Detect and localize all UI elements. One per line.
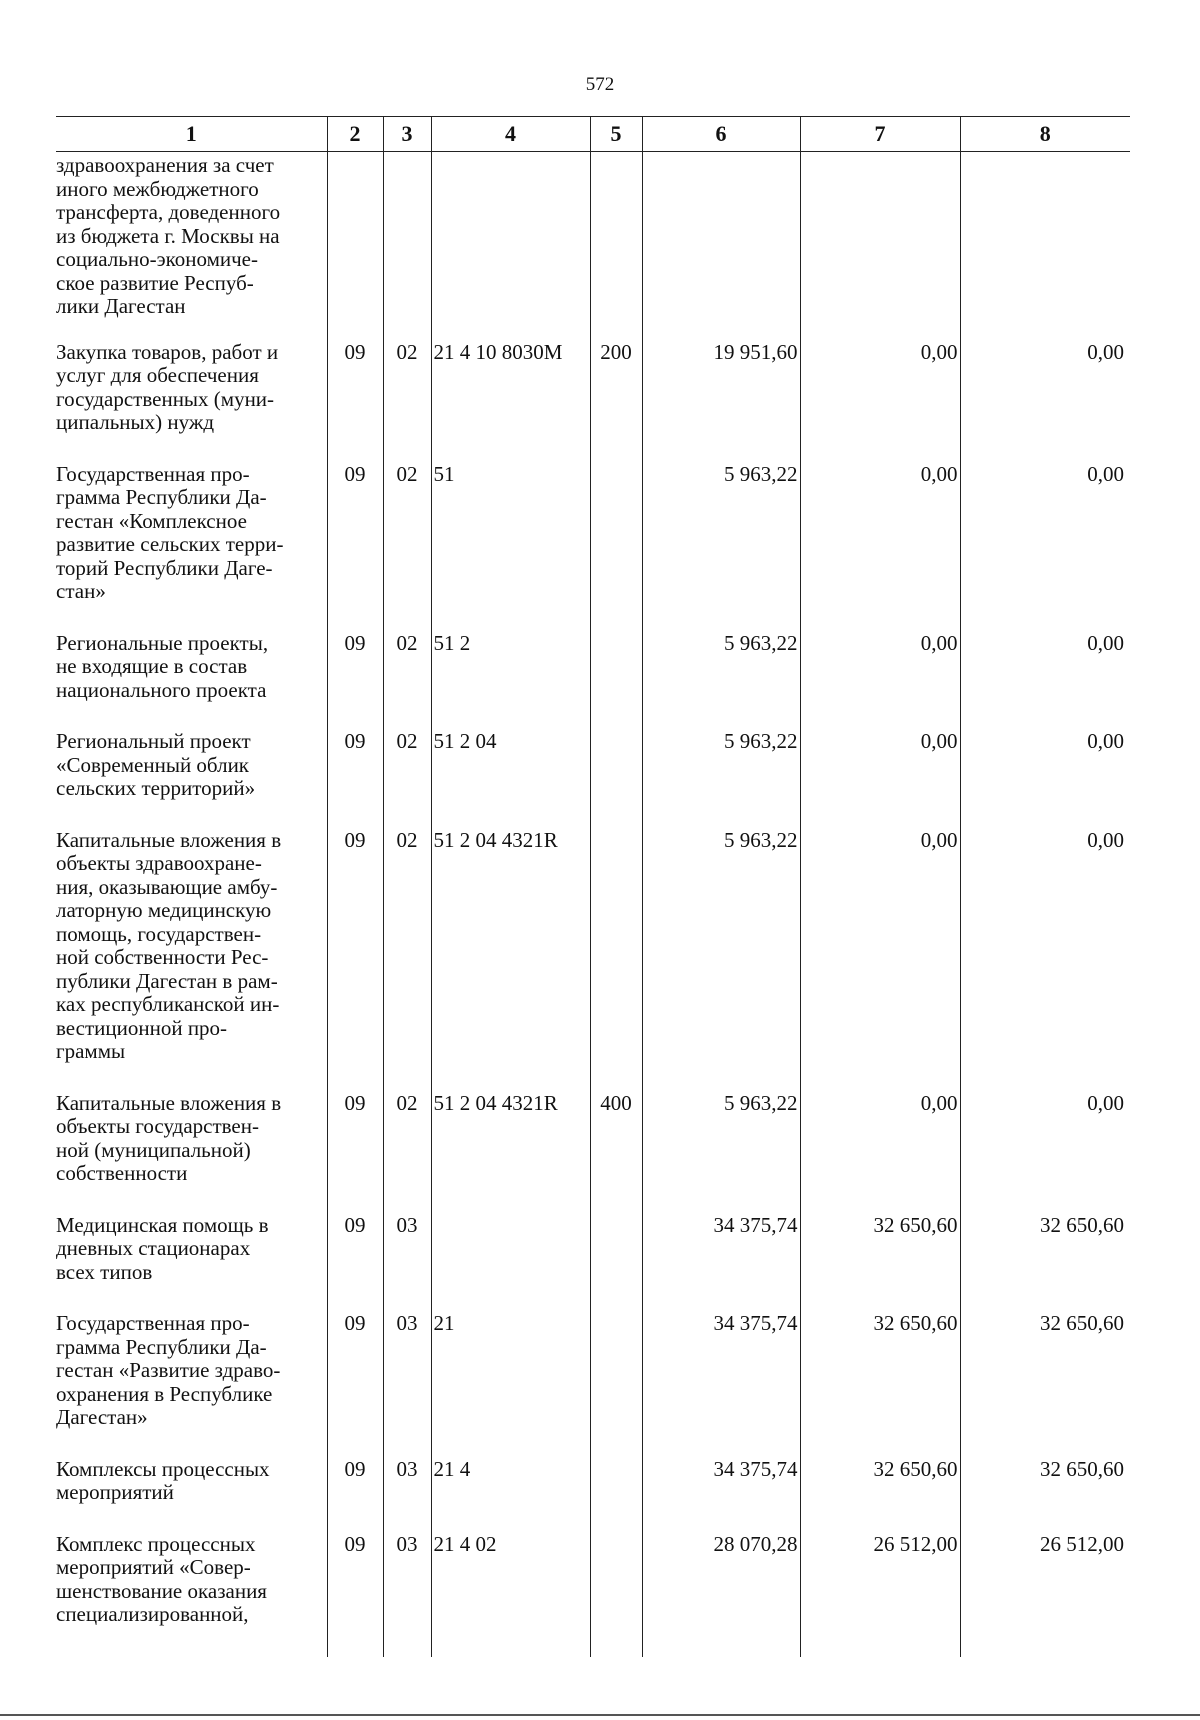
header-row [56,117,1130,152]
row-value-col8: 0,00 [960,726,1130,825]
row-value-col7: 0,00 [800,726,960,825]
row-value-col7: 0,00 [800,628,960,727]
header-col-8: 8 [960,117,1130,152]
table-row [56,726,1130,825]
row-value-col7: 32 650,60 [800,1308,960,1454]
row-section: 09 [327,459,383,628]
table-row [56,1454,1130,1529]
row-subsection: 02 [383,628,431,727]
header-col-1: 1 [56,117,327,152]
row-value-col7: 0,00 [800,825,960,1088]
table-body [56,152,1130,1657]
header-col-4: 4 [431,117,590,152]
row-value-col7: 0,00 [800,337,960,459]
row-value-col8: 26 512,00 [960,1529,1130,1657]
page-number: 572 [585,74,615,95]
row-expense-type [590,152,642,337]
row-value-col6: 5 963,22 [642,825,800,1088]
table-row [56,1088,1130,1210]
row-target-code: 21 [431,1308,590,1454]
row-subsection: 02 [383,1088,431,1210]
row-section: 09 [327,1210,383,1309]
row-value-col8: 0,00 [960,1088,1130,1210]
table-row [56,825,1130,1088]
row-target-code: 51 2 [431,628,590,727]
row-subsection: 02 [383,726,431,825]
row-value-col8: 0,00 [960,459,1130,628]
row-value-col7: 26 512,00 [800,1529,960,1657]
row-expense-type [590,825,642,1088]
row-expense-type [590,726,642,825]
row-name: Закупка товаров, работ и услуг для обеспечения государственных (муни- ципальных) нужд [56,339,279,434]
row-name: Медицинская помощь в дневных стационарах всех типов [56,1212,269,1284]
row-expense-type [590,459,642,628]
row-expense-type [590,1454,642,1529]
header-col-5: 5 [590,117,642,152]
row-name: Государственная про- грамма Республики Да- гестан «Развитие здраво- охранения в Республике Дагестан» [56,1311,281,1429]
row-target-code: 51 2 04 [431,726,590,825]
table-row [56,459,1130,628]
row-expense-type: 200 [590,337,642,459]
row-value-col6: 34 375,74 [642,1308,800,1454]
row-section: 09 [327,726,383,825]
row-value-col7: 32 650,60 [800,1454,960,1529]
row-section: 09 [327,628,383,727]
row-subsection: 03 [383,1308,431,1454]
row-subsection: 02 [383,825,431,1088]
scan-bottom-edge [0,1714,1200,1716]
row-name: Государственная про- грамма Республики Да- гестан «Комплексное развитие сельских терри- торий Республики Даге- стан» [56,461,284,603]
row-value-col6: 5 963,22 [642,459,800,628]
row-value-col8: 32 650,60 [960,1454,1130,1529]
row-value-col6: 19 951,60 [642,337,800,459]
table-row [56,1210,1130,1309]
row-expense-type: 400 [590,1088,642,1210]
row-value-col8: 0,00 [960,628,1130,727]
row-value-col6: 28 070,28 [642,1529,800,1657]
row-target-code: 21 4 02 [431,1529,590,1657]
row-name: Региональный проект «Современный облик сельских территорий» [56,729,256,800]
table-row [56,152,1130,337]
row-expense-type [590,1529,642,1657]
row-section [327,152,383,337]
row-section: 09 [327,1454,383,1529]
row-name: здравоохранения за счет иного межбюджетного трансферта, доведенного из бюджета г. Москвы на социально-экономиче- ское развитие Респуб- лики Дагестан [56,153,281,318]
row-expense-type [590,1308,642,1454]
row-expense-type [590,628,642,727]
row-value-col6: 34 375,74 [642,1454,800,1529]
row-subsection: 02 [383,459,431,628]
row-value-col7 [800,152,960,337]
row-subsection: 03 [383,1529,431,1657]
row-name: Комплекс процессных мероприятий «Совер- шенствование оказания специализированной, [56,1531,267,1626]
row-section: 09 [327,337,383,459]
header-col-6: 6 [642,117,800,152]
row-subsection [383,152,431,337]
row-value-col6: 5 963,22 [642,726,800,825]
table-row [56,628,1130,727]
row-target-code: 51 2 04 4321R [431,825,590,1088]
row-section: 09 [327,1308,383,1454]
row-name: Капитальные вложения в объекты здравоохране- ния, оказывающие амбу- латорную медицинскую помощь, государствен- ной собственности Рес- публики Дагестан в рам- ках республиканской ин- вестиционной про- граммы [56,827,282,1063]
row-value-col6 [642,152,800,337]
row-name: Комплексы процессных мероприятий [56,1456,270,1504]
row-value-col7: 32 650,60 [800,1210,960,1309]
table-header [56,117,1130,152]
budget-table [56,116,1130,1657]
row-value-col8: 0,00 [960,825,1130,1088]
row-expense-type [590,1210,642,1309]
row-value-col7: 0,00 [800,459,960,628]
row-value-col6: 5 963,22 [642,1088,800,1210]
table-row [56,1308,1130,1454]
row-section: 09 [327,1088,383,1210]
row-value-col6: 34 375,74 [642,1210,800,1309]
row-value-col8: 0,00 [960,337,1130,459]
row-section: 09 [327,825,383,1088]
table-row [56,1529,1130,1657]
row-target-code: 51 [431,459,590,628]
row-name: Региональные проекты, не входящие в состав национального проекта [56,630,269,702]
row-section: 09 [327,1529,383,1657]
row-value-col6: 5 963,22 [642,628,800,727]
row-name: Капитальные вложения в объекты государствен- ной (муниципальной) собственности [56,1090,282,1185]
row-value-col8: 32 650,60 [960,1308,1130,1454]
row-value-col7: 0,00 [800,1088,960,1210]
row-value-col8: 32 650,60 [960,1210,1130,1309]
table-row [56,337,1130,459]
row-target-code: 21 4 [431,1454,590,1529]
row-target-code [431,152,590,337]
header-col-7: 7 [800,117,960,152]
row-subsection: 02 [383,337,431,459]
header-col-2: 2 [327,117,383,152]
row-target-code: 21 4 10 8030M [431,337,590,459]
row-target-code: 51 2 04 4321R [431,1088,590,1210]
row-value-col8 [960,152,1130,337]
header-col-3: 3 [383,117,431,152]
row-target-code [431,1210,590,1309]
row-subsection: 03 [383,1454,431,1529]
row-subsection: 03 [383,1210,431,1309]
